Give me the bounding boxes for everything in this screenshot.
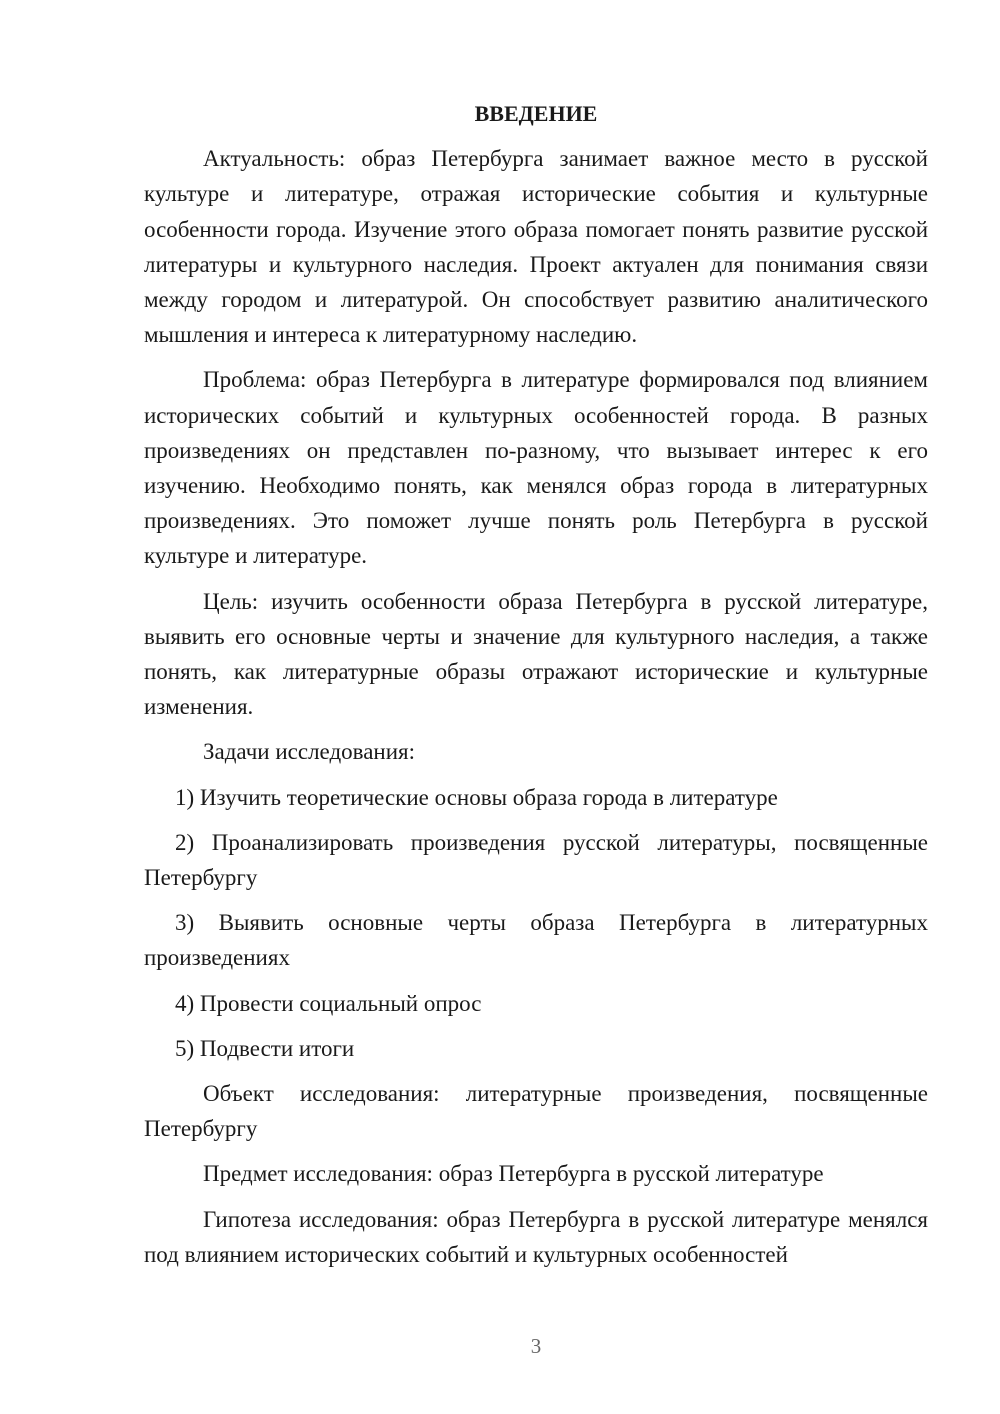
paragraph-goal: Цель: изучить особенности образа Петербурга в русской литературе, выявить его основные черты и значение для культурного наследия, а также понять, как литературные образы отражают исторические и культурные изменения. <box>144 588 928 720</box>
tasks-title: Задачи исследования: <box>203 739 416 765</box>
paragraph-object: Объект исследования: литературные произведения, посвященные Петербургу <box>144 1081 928 1142</box>
paragraph-subject: Предмет исследования: образ Петербурга в русской литературе <box>203 1161 824 1187</box>
task-item-1: 1) Изучить теоретические основы образа города в литературе <box>175 784 778 810</box>
paragraph-relevance: Актуальность: образ Петербурга занимает важное место в русской культуре и литературе, отражая исторические события и культурные особенности города. Изучение этого образа помогает понять развитие русской литературы и культурного наследия. Проект актуален для понимания связи между городом и литературой. Он способствует развитию аналитического мышления и интереса к литературному наследию. <box>144 146 928 348</box>
task-item-5: 5) Подвести итоги <box>175 1035 355 1061</box>
page-number: 3 <box>530 1334 542 1358</box>
task-item-3: 3) Выявить основные черты образа Петербурга в литературных произведениях <box>144 910 928 971</box>
paragraph-problem: Проблема: образ Петербурга в литературе формировался под влиянием исторических событий и культурных особенностей города. В разных произведениях он представлен по-разному, что вызывает интерес к его изучению. Необходимо понять, как менялся образ города в литературных произведениях. Это поможет лучше понять роль Петербурга в русской культуре и литературе. <box>144 367 928 569</box>
task-item-4: 4) Провести социальный опрос <box>175 990 482 1016</box>
task-item-2: 2) Проанализировать произведения русской литературы, посвященные Петербургу <box>144 829 928 891</box>
section-heading: ВВЕДЕНИЕ <box>474 101 598 126</box>
document-body <box>144 96 928 1282</box>
paragraph-hypothesis: Гипотеза исследования: образ Петербурга в русской литературе менялся под влиянием исторических событий и культурных особенностей <box>144 1206 928 1267</box>
